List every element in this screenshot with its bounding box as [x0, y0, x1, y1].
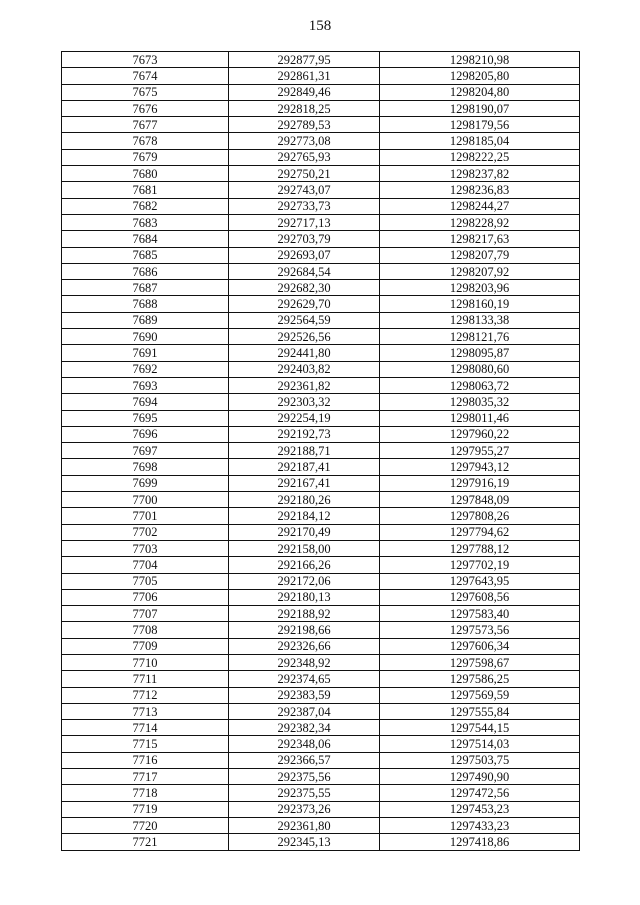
- y-coordinate-cell: 1297583,40: [380, 606, 580, 622]
- y-coordinate-cell: 1298236,83: [380, 182, 580, 198]
- y-coordinate-cell: 1297503,75: [380, 752, 580, 768]
- y-coordinate-cell: 1298035,32: [380, 394, 580, 410]
- table-row: [62, 606, 580, 622]
- point-number-cell: 7716: [62, 752, 229, 768]
- table-row: [62, 100, 580, 116]
- point-number-cell: 7718: [62, 785, 229, 801]
- x-coordinate-cell: 292348,06: [229, 736, 380, 752]
- y-coordinate-cell: 1298217,63: [380, 231, 580, 247]
- x-coordinate-cell: 292789,53: [229, 117, 380, 133]
- y-coordinate-cell: 1297544,15: [380, 720, 580, 736]
- table-row: [62, 671, 580, 687]
- table-row: [62, 540, 580, 556]
- y-coordinate-cell: 1297573,56: [380, 622, 580, 638]
- point-number-cell: 7699: [62, 475, 229, 491]
- x-coordinate-cell: 292743,07: [229, 182, 380, 198]
- table-row: [62, 785, 580, 801]
- table-row: [62, 736, 580, 752]
- table-row: [62, 801, 580, 817]
- point-number-cell: 7704: [62, 557, 229, 573]
- y-coordinate-cell: 1298210,98: [380, 52, 580, 68]
- y-coordinate-cell: 1297598,67: [380, 654, 580, 670]
- y-coordinate-cell: 1298179,56: [380, 117, 580, 133]
- point-number-cell: 7721: [62, 834, 229, 850]
- x-coordinate-cell: 292682,30: [229, 280, 380, 296]
- x-coordinate-cell: 292180,26: [229, 492, 380, 508]
- y-coordinate-cell: 1297808,26: [380, 508, 580, 524]
- table-row: [62, 84, 580, 100]
- table-row: [62, 508, 580, 524]
- y-coordinate-cell: 1298222,25: [380, 149, 580, 165]
- x-coordinate-cell: 292765,93: [229, 149, 380, 165]
- x-coordinate-cell: 292733,73: [229, 198, 380, 214]
- x-coordinate-cell: 292693,07: [229, 247, 380, 263]
- table-row: [62, 752, 580, 768]
- y-coordinate-cell: 1297569,59: [380, 687, 580, 703]
- y-coordinate-cell: 1297586,25: [380, 671, 580, 687]
- x-coordinate-cell: 292387,04: [229, 703, 380, 719]
- point-number-cell: 7688: [62, 296, 229, 312]
- x-coordinate-cell: 292345,13: [229, 834, 380, 850]
- point-number-cell: 7695: [62, 410, 229, 426]
- y-coordinate-cell: 1297960,22: [380, 426, 580, 442]
- table-row: [62, 475, 580, 491]
- x-coordinate-cell: 292717,13: [229, 214, 380, 230]
- y-coordinate-cell: 1298203,96: [380, 280, 580, 296]
- point-number-cell: 7680: [62, 166, 229, 182]
- y-coordinate-cell: 1297555,84: [380, 703, 580, 719]
- x-coordinate-cell: 292361,80: [229, 817, 380, 833]
- point-number-cell: 7709: [62, 638, 229, 654]
- x-coordinate-cell: 292441,80: [229, 345, 380, 361]
- table-row: [62, 133, 580, 149]
- y-coordinate-cell: 1298207,92: [380, 263, 580, 279]
- table-row: [62, 329, 580, 345]
- table-row: [62, 280, 580, 296]
- y-coordinate-cell: 1297418,86: [380, 834, 580, 850]
- point-number-cell: 7703: [62, 540, 229, 556]
- x-coordinate-cell: 292170,49: [229, 524, 380, 540]
- table-row: [62, 459, 580, 475]
- x-coordinate-cell: 292303,32: [229, 394, 380, 410]
- x-coordinate-cell: 292526,56: [229, 329, 380, 345]
- point-number-cell: 7714: [62, 720, 229, 736]
- point-number-cell: 7687: [62, 280, 229, 296]
- y-coordinate-cell: 1297788,12: [380, 540, 580, 556]
- y-coordinate-cell: 1297608,56: [380, 589, 580, 605]
- table-row: [62, 573, 580, 589]
- x-coordinate-cell: 292403,82: [229, 361, 380, 377]
- point-number-cell: 7717: [62, 769, 229, 785]
- y-coordinate-cell: 1297453,23: [380, 801, 580, 817]
- y-coordinate-cell: 1298244,27: [380, 198, 580, 214]
- x-coordinate-cell: 292861,31: [229, 68, 380, 84]
- point-number-cell: 7685: [62, 247, 229, 263]
- table-row: [62, 557, 580, 573]
- x-coordinate-cell: 292773,08: [229, 133, 380, 149]
- x-coordinate-cell: 292326,66: [229, 638, 380, 654]
- y-coordinate-cell: 1298228,92: [380, 214, 580, 230]
- x-coordinate-cell: 292348,92: [229, 654, 380, 670]
- table-row: [62, 231, 580, 247]
- x-coordinate-cell: 292375,55: [229, 785, 380, 801]
- point-number-cell: 7691: [62, 345, 229, 361]
- table-row: [62, 817, 580, 833]
- x-coordinate-cell: 292684,54: [229, 263, 380, 279]
- point-number-cell: 7684: [62, 231, 229, 247]
- table-row: [62, 345, 580, 361]
- y-coordinate-cell: 1298205,80: [380, 68, 580, 84]
- point-number-cell: 7689: [62, 312, 229, 328]
- x-coordinate-cell: 292192,73: [229, 426, 380, 442]
- point-number-cell: 7690: [62, 329, 229, 345]
- table-row: [62, 312, 580, 328]
- x-coordinate-cell: 292564,59: [229, 312, 380, 328]
- table-row: [62, 394, 580, 410]
- point-number-cell: 7677: [62, 117, 229, 133]
- table-row: [62, 198, 580, 214]
- point-number-cell: 7702: [62, 524, 229, 540]
- point-number-cell: 7678: [62, 133, 229, 149]
- table-row: [62, 769, 580, 785]
- x-coordinate-cell: 292849,46: [229, 84, 380, 100]
- table-row: [62, 492, 580, 508]
- table-row: [62, 426, 580, 442]
- table-row: [62, 687, 580, 703]
- x-coordinate-cell: 292166,26: [229, 557, 380, 573]
- table-row: [62, 52, 580, 68]
- x-coordinate-cell: 292877,95: [229, 52, 380, 68]
- table-row: [62, 68, 580, 84]
- y-coordinate-cell: 1298133,38: [380, 312, 580, 328]
- table-row: [62, 638, 580, 654]
- y-coordinate-cell: 1297794,62: [380, 524, 580, 540]
- table-row: [62, 622, 580, 638]
- table-row: [62, 149, 580, 165]
- x-coordinate-cell: 292184,12: [229, 508, 380, 524]
- point-number-cell: 7719: [62, 801, 229, 817]
- x-coordinate-cell: 292374,65: [229, 671, 380, 687]
- table-row: [62, 361, 580, 377]
- table-row: [62, 296, 580, 312]
- x-coordinate-cell: 292172,06: [229, 573, 380, 589]
- y-coordinate-cell: 1297433,23: [380, 817, 580, 833]
- y-coordinate-cell: 1298204,80: [380, 84, 580, 100]
- table-row: [62, 117, 580, 133]
- point-number-cell: 7707: [62, 606, 229, 622]
- y-coordinate-cell: 1298207,79: [380, 247, 580, 263]
- table-row: [62, 377, 580, 393]
- y-coordinate-cell: 1297702,19: [380, 557, 580, 573]
- point-number-cell: 7697: [62, 443, 229, 459]
- x-coordinate-cell: 292254,19: [229, 410, 380, 426]
- x-coordinate-cell: 292375,56: [229, 769, 380, 785]
- point-number-cell: 7720: [62, 817, 229, 833]
- point-number-cell: 7694: [62, 394, 229, 410]
- point-number-cell: 7712: [62, 687, 229, 703]
- point-number-cell: 7676: [62, 100, 229, 116]
- table-row: [62, 703, 580, 719]
- point-number-cell: 7706: [62, 589, 229, 605]
- x-coordinate-cell: 292361,82: [229, 377, 380, 393]
- x-coordinate-cell: 292180,13: [229, 589, 380, 605]
- x-coordinate-cell: 292818,25: [229, 100, 380, 116]
- point-number-cell: 7711: [62, 671, 229, 687]
- coordinates-table: [61, 51, 580, 851]
- table-row: [62, 834, 580, 850]
- table-row: [62, 720, 580, 736]
- coordinates-table-body: [62, 52, 580, 851]
- y-coordinate-cell: 1297643,95: [380, 573, 580, 589]
- table-row: [62, 589, 580, 605]
- y-coordinate-cell: 1298185,04: [380, 133, 580, 149]
- x-coordinate-cell: 292187,41: [229, 459, 380, 475]
- y-coordinate-cell: 1297606,34: [380, 638, 580, 654]
- table-row: [62, 654, 580, 670]
- table-row: [62, 263, 580, 279]
- y-coordinate-cell: 1298190,07: [380, 100, 580, 116]
- point-number-cell: 7701: [62, 508, 229, 524]
- point-number-cell: 7675: [62, 84, 229, 100]
- point-number-cell: 7686: [62, 263, 229, 279]
- y-coordinate-cell: 1297955,27: [380, 443, 580, 459]
- y-coordinate-cell: 1297848,09: [380, 492, 580, 508]
- y-coordinate-cell: 1297943,12: [380, 459, 580, 475]
- y-coordinate-cell: 1298095,87: [380, 345, 580, 361]
- point-number-cell: 7713: [62, 703, 229, 719]
- x-coordinate-cell: 292629,70: [229, 296, 380, 312]
- table-row: [62, 214, 580, 230]
- y-coordinate-cell: 1298160,19: [380, 296, 580, 312]
- x-coordinate-cell: 292383,59: [229, 687, 380, 703]
- point-number-cell: 7715: [62, 736, 229, 752]
- y-coordinate-cell: 1298237,82: [380, 166, 580, 182]
- point-number-cell: 7679: [62, 149, 229, 165]
- x-coordinate-cell: 292373,26: [229, 801, 380, 817]
- table-row: [62, 443, 580, 459]
- page-number: 158: [308, 18, 332, 34]
- point-number-cell: 7693: [62, 377, 229, 393]
- point-number-cell: 7708: [62, 622, 229, 638]
- y-coordinate-cell: 1298121,76: [380, 329, 580, 345]
- point-number-cell: 7674: [62, 68, 229, 84]
- point-number-cell: 7710: [62, 654, 229, 670]
- point-number-cell: 7692: [62, 361, 229, 377]
- point-number-cell: 7683: [62, 214, 229, 230]
- y-coordinate-cell: 1297514,03: [380, 736, 580, 752]
- table-row: [62, 410, 580, 426]
- point-number-cell: 7705: [62, 573, 229, 589]
- point-number-cell: 7700: [62, 492, 229, 508]
- table-row: [62, 182, 580, 198]
- table-row: [62, 247, 580, 263]
- point-number-cell: 7696: [62, 426, 229, 442]
- point-number-cell: 7698: [62, 459, 229, 475]
- point-number-cell: 7682: [62, 198, 229, 214]
- y-coordinate-cell: 1297472,56: [380, 785, 580, 801]
- point-number-cell: 7681: [62, 182, 229, 198]
- x-coordinate-cell: 292167,41: [229, 475, 380, 491]
- y-coordinate-cell: 1298080,60: [380, 361, 580, 377]
- y-coordinate-cell: 1298011,46: [380, 410, 580, 426]
- point-number-cell: 7673: [62, 52, 229, 68]
- x-coordinate-cell: 292366,57: [229, 752, 380, 768]
- x-coordinate-cell: 292198,66: [229, 622, 380, 638]
- x-coordinate-cell: 292750,21: [229, 166, 380, 182]
- table-row: [62, 524, 580, 540]
- y-coordinate-cell: 1297490,90: [380, 769, 580, 785]
- y-coordinate-cell: 1297916,19: [380, 475, 580, 491]
- x-coordinate-cell: 292703,79: [229, 231, 380, 247]
- x-coordinate-cell: 292382,34: [229, 720, 380, 736]
- x-coordinate-cell: 292188,71: [229, 443, 380, 459]
- y-coordinate-cell: 1298063,72: [380, 377, 580, 393]
- table-row: [62, 166, 580, 182]
- x-coordinate-cell: 292188,92: [229, 606, 380, 622]
- x-coordinate-cell: 292158,00: [229, 540, 380, 556]
